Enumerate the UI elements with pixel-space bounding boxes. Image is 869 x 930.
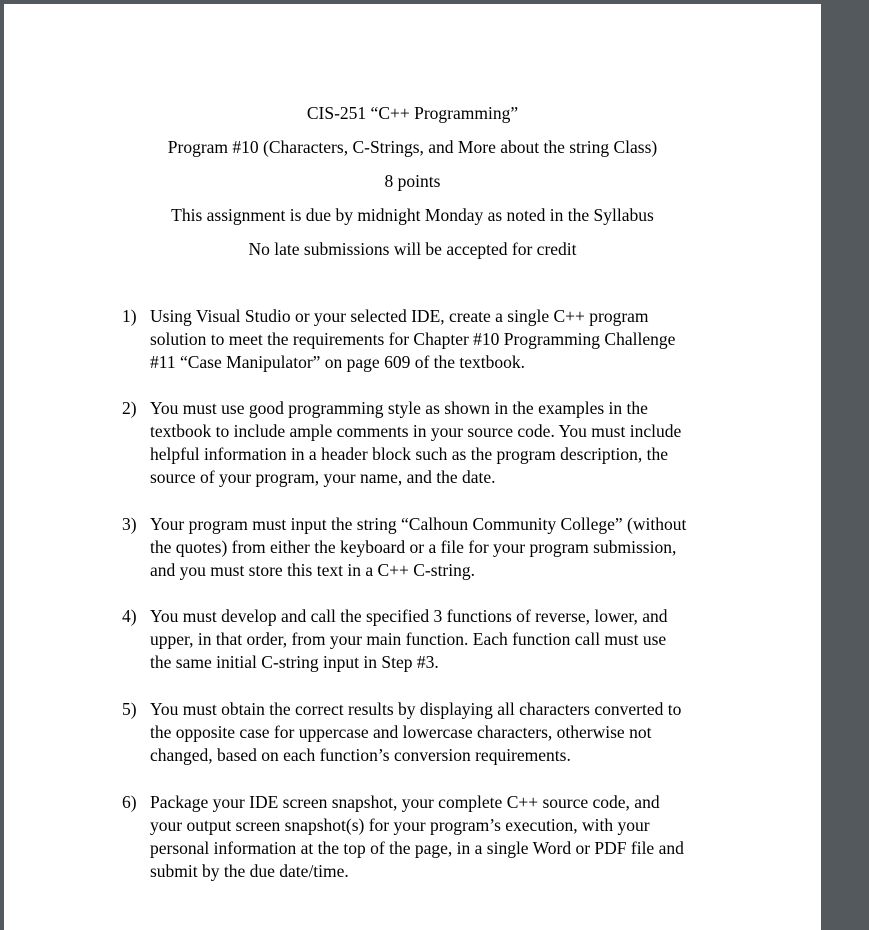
item-text xyxy=(150,605,730,674)
item-number: 6) xyxy=(122,792,137,812)
item-text xyxy=(150,791,730,883)
course-title: CIS-251 “C++ Programming” xyxy=(306,103,519,123)
item-line: the same initial C-string input in Step #3. xyxy=(150,652,439,672)
due-line: This assignment is due by midnight Monday as noted in the Syllabus xyxy=(171,205,654,225)
item-text xyxy=(150,305,730,374)
item-number: 3) xyxy=(122,514,137,534)
item-line: your output screen snapshot(s) for your program’s execution, with your xyxy=(150,815,650,835)
item-line: helpful information in a header block such as the program description, the xyxy=(150,444,669,464)
item-line: Your program must input the string “Calhoun Community College” (without xyxy=(150,514,687,534)
item-text xyxy=(150,698,730,767)
item-line: You must use good programming style as shown in the examples in the xyxy=(150,398,648,418)
late-policy-line: No late submissions will be accepted for credit xyxy=(248,239,577,259)
item-number: 5) xyxy=(122,699,137,719)
item-line: and you must store this text in a C++ C-string. xyxy=(150,560,475,580)
item-line: changed, based on each function’s conversion requirements. xyxy=(150,745,571,765)
item-line: Using Visual Studio or your selected IDE, create a single C++ program xyxy=(150,306,649,326)
points-line: 8 points xyxy=(384,171,441,191)
item-line: #11 “Case Manipulator” on page 609 of the textbook. xyxy=(150,352,526,372)
item-line: You must obtain the correct results by displaying all characters converted to xyxy=(150,699,682,719)
item-line: source of your program, your name, and the date. xyxy=(150,467,496,487)
item-line: personal information at the top of the page, in a single Word or PDF file and xyxy=(150,838,684,858)
item-line: the quotes) from either the keyboard or a file for your program submission, xyxy=(150,537,677,557)
item-line: upper, in that order, from your main function. Each function call must use xyxy=(150,629,667,649)
item-line: textbook to include ample comments in your source code. You must include xyxy=(150,421,682,441)
item-text xyxy=(150,397,730,489)
document-page xyxy=(4,4,821,930)
item-text xyxy=(150,513,730,582)
item-number: 2) xyxy=(122,398,137,418)
item-line: solution to meet the requirements for Chapter #10 Programming Challenge xyxy=(150,329,676,349)
item-line: the opposite case for uppercase and lowercase characters, otherwise not xyxy=(150,722,652,742)
item-line: Package your IDE screen snapshot, your complete C++ source code, and xyxy=(150,792,660,812)
program-title: Program #10 (Characters, C-Strings, and More about the string Class) xyxy=(167,137,658,157)
item-number: 1) xyxy=(122,306,137,326)
item-line: You must develop and call the specified 3 functions of reverse, lower, and xyxy=(150,606,668,626)
item-number: 4) xyxy=(122,606,137,626)
item-line: submit by the due date/time. xyxy=(150,861,349,881)
